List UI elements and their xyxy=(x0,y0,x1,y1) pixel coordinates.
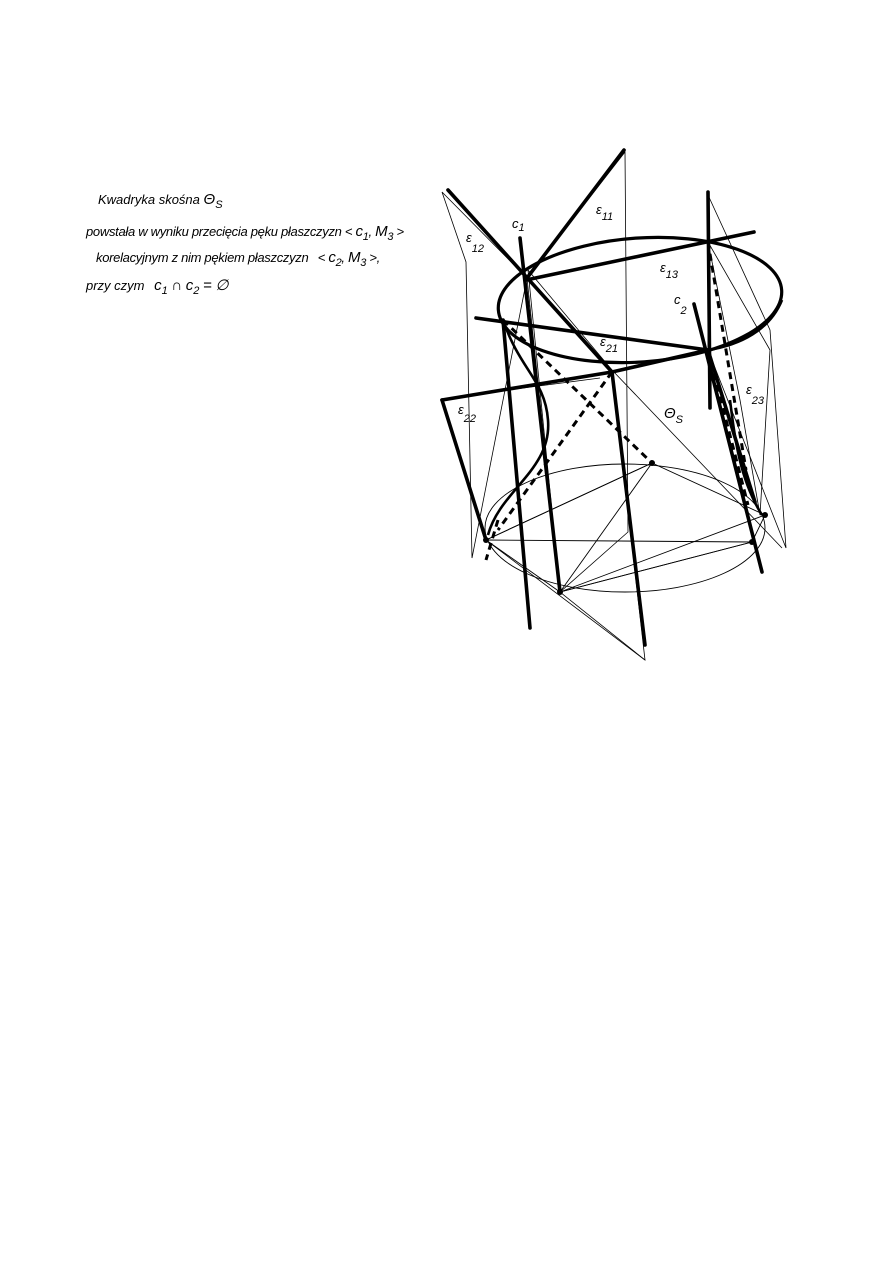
angle-open: < xyxy=(317,250,326,265)
caption-line3-text: korelacyjnym z nim pękiem płaszczyzn xyxy=(96,250,309,265)
base-point xyxy=(557,589,563,595)
comma: , xyxy=(376,250,380,265)
label-e23: $\varepsilon_{23}$ xyxy=(746,382,764,407)
base-point xyxy=(649,460,655,466)
label-c1: $c_1$ xyxy=(512,216,525,234)
base-point xyxy=(762,512,768,518)
label-e22: $\varepsilon_{22}$ xyxy=(458,402,476,425)
plane-e13-outline xyxy=(708,195,786,548)
label-e21: $\varepsilon_{21}$ xyxy=(600,334,618,355)
label-e12: $\varepsilon_{12}$ xyxy=(466,230,484,255)
empty-set-symbol: ∅ xyxy=(215,277,229,294)
base-chord xyxy=(560,515,765,592)
c2-subscript: 2 xyxy=(193,285,200,297)
m3-symbol: M xyxy=(348,249,361,266)
theta-subscript: S xyxy=(215,199,223,211)
label-c2: $c_2$ xyxy=(674,292,687,317)
theta-symbol: Θ xyxy=(203,191,216,208)
c1-symbol: c xyxy=(154,277,162,294)
base-point xyxy=(483,537,489,543)
comma: , xyxy=(341,250,345,265)
m3-subscript: 3 xyxy=(387,231,394,243)
plane-edge xyxy=(486,540,645,660)
angle-close: > xyxy=(369,250,377,265)
generator xyxy=(708,192,710,408)
c1-symbol: c xyxy=(355,223,363,240)
caption-title-text: Kwadryka skośna xyxy=(98,192,200,207)
c1-subscript: 1 xyxy=(161,285,168,297)
upper-conic xyxy=(494,228,786,372)
comma: , xyxy=(368,224,372,239)
m3-symbol: M xyxy=(375,223,388,240)
generator xyxy=(612,372,645,645)
hidden-generator xyxy=(503,320,652,463)
c1-subscript: 1 xyxy=(362,231,369,243)
caption-line2-text: powstała w wyniku przecięcia pęku płaszczyzn xyxy=(86,224,342,239)
angle-open: < xyxy=(344,224,353,239)
generators xyxy=(442,150,762,645)
base-chord xyxy=(560,463,652,592)
caption-line4-text: przy czym xyxy=(86,278,145,293)
c2-subscript: 2 xyxy=(335,257,342,269)
hidden-generator xyxy=(708,350,748,505)
c2-symbol: c xyxy=(185,277,194,294)
label-e11: $\varepsilon_{11}$ xyxy=(596,202,614,223)
intersection-symbol: ∩ xyxy=(171,277,183,294)
angle-close: > xyxy=(396,224,404,239)
m3-subscript: 3 xyxy=(360,257,367,269)
plane-e12-outline xyxy=(442,192,527,558)
label-theta-s: $\Theta_S$ xyxy=(664,405,684,426)
base-point xyxy=(749,539,755,545)
equals-symbol: = xyxy=(203,277,212,294)
plane-outlines xyxy=(442,152,786,660)
label-e13: $\varepsilon_{13}$ xyxy=(660,260,678,281)
c2-symbol: c xyxy=(328,249,336,266)
